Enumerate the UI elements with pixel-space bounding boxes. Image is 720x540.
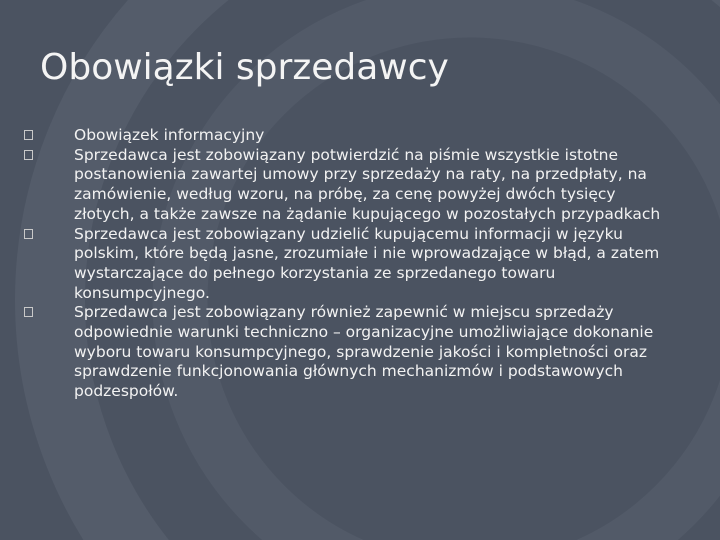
bullet-text: Obowiązek informacyjny <box>74 126 265 144</box>
bullet-item <box>24 146 664 225</box>
square-bullet-icon <box>24 229 33 239</box>
bullet-item <box>24 303 664 402</box>
bullet-text: Sprzedawca jest zobowiązany udzielić kupującemu informacji w języku polskim, które będą jasne, zrozumiałe i nie wprowadzające w błąd, a zatem wystarczające do pełnego korzystania ze sprzedanego towaru konsumpcyjnego. <box>74 224 660 302</box>
square-bullet-icon <box>24 150 33 160</box>
bullet-list <box>24 126 664 402</box>
bullet-text: Sprzedawca jest zobowiązany potwierdzić na piśmie wszystkie istotne postanowienia zawartej umowy przy sprzedaży na raty, na przedpłaty, na zamówienie, według wzoru, na próbę, za cenę powyżej dwóch tysięcy złotych, a także zawsze na żądanie kupującego w pozostałych przypadkach <box>74 145 661 223</box>
bullet-item <box>24 126 664 146</box>
bullet-text: Sprzedawca jest zobowiązany również zapewnić w miejscu sprzedaży odpowiednie warunki techniczno – organizacyjne umożliwiające dokonanie wyboru towaru konsumpcyjnego, sprawdzenie jakości i kompletności oraz sprawdzenie funkcjonowania głównych mechanizmów i podstawowych podzespołów. <box>74 303 654 401</box>
square-bullet-icon <box>24 130 33 140</box>
bullet-item <box>24 225 664 304</box>
square-bullet-icon <box>24 307 33 317</box>
slide-title: Obowiązki sprzedawcy <box>40 47 449 88</box>
